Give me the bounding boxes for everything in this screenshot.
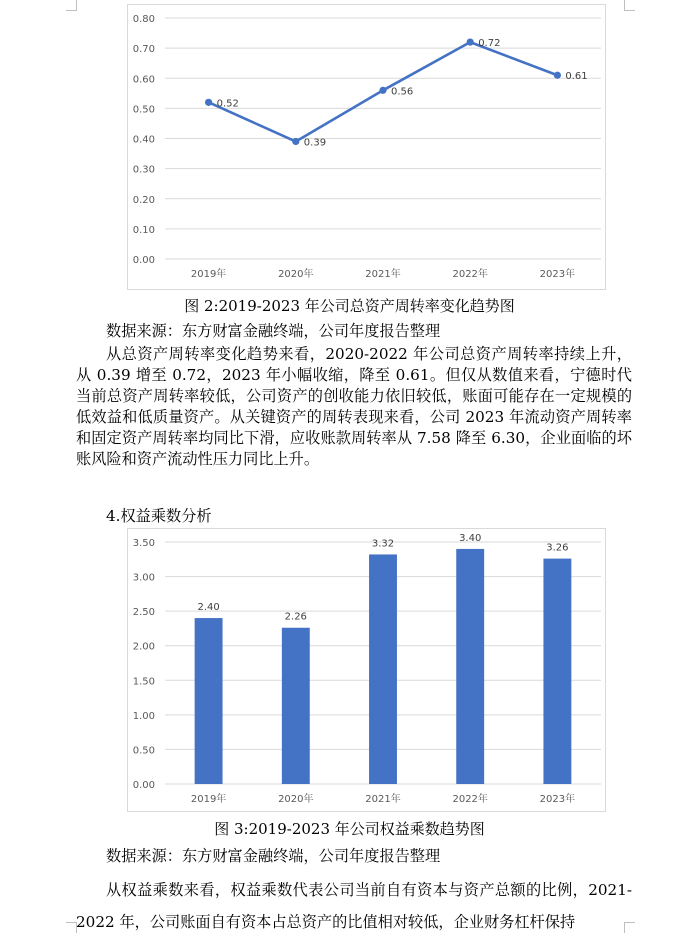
y-tick-label: 0.20 — [132, 194, 155, 206]
y-tick-label: 1.50 — [132, 676, 155, 688]
data-point — [205, 99, 212, 106]
x-tick-label: 2019年 — [190, 269, 227, 280]
data-label: 2.40 — [197, 602, 220, 614]
bar — [369, 554, 397, 784]
equity-multiplier-bar-chart — [127, 528, 606, 812]
y-tick-label: 0.30 — [132, 164, 155, 176]
data-label: 3.26 — [546, 542, 569, 554]
bar — [543, 559, 571, 784]
bar — [282, 628, 310, 784]
y-tick-label: 2.50 — [132, 607, 155, 619]
y-tick-label: 0.60 — [132, 74, 155, 86]
figure3-caption: 图 3:2019-2023 年公司权益乘数趋势图 — [214, 820, 485, 838]
y-tick-label: 0.00 — [132, 780, 155, 791]
x-tick-label: 2023年 — [539, 794, 576, 805]
figure3-source: 数据来源：东方财富金融终端，公司年度报告整理 — [106, 847, 441, 865]
data-label: 3.40 — [459, 532, 482, 544]
x-tick-label: 2022年 — [452, 794, 488, 805]
data-label: 0.72 — [478, 38, 501, 50]
data-label: 3.32 — [371, 538, 395, 550]
data-point — [379, 87, 386, 94]
x-tick-label: 2021年 — [365, 269, 401, 280]
x-tick-label: 2020年 — [278, 269, 314, 280]
data-label: 0.56 — [391, 86, 414, 98]
paragraph-asset-turnover — [76, 344, 632, 470]
paragraph-asset-turnover-text: 从总资产周转率变化趋势来看，2020-2022 年公司总资产周转率持续上升，从 0.39 增至 0.72，2023 年小幅收缩，降至 0.61。但仅从数值来看，宁德时代当前总资产周转率较低，公司资产的创收能力依旧较低，账面可能存在一定规模的低效益和低质量资产。从关键资产的周转表现来看，公司 2023 年流动资产周转率和固定资产周转率均同比下滑，应收账款周转率从 7.58 降至 6.30，企业面临的坏账风险和资产流动性压力同比上升。 — [76, 345, 632, 468]
bar — [456, 549, 484, 784]
x-tick-label: 2021年 — [365, 794, 401, 805]
bar — [195, 618, 223, 784]
y-tick-label: 0.70 — [132, 44, 155, 56]
equity-multiplier-bar-chart-svg — [128, 529, 605, 811]
x-tick-label: 2019年 — [190, 794, 227, 805]
data-label: 0.39 — [303, 137, 327, 149]
y-tick-label: 0.50 — [132, 104, 155, 116]
paragraph-equity-multiplier — [76, 874, 632, 938]
data-label: 2.26 — [284, 611, 307, 623]
data-point — [467, 39, 474, 46]
x-tick-label: 2023年 — [539, 269, 576, 280]
y-tick-label: 0.50 — [132, 745, 155, 757]
crop-mark-top-left — [66, 0, 77, 11]
asset-turnover-line-chart — [127, 4, 606, 290]
figure2-caption: 图 2:2019-2023 年公司总资产周转率变化趋势图 — [184, 297, 515, 315]
data-point — [292, 138, 299, 145]
y-tick-label: 3.00 — [132, 572, 155, 584]
x-tick-label: 2022年 — [452, 269, 488, 280]
y-tick-label: 0.40 — [132, 134, 155, 146]
y-tick-label: 3.50 — [132, 538, 155, 549]
crop-mark-top-right — [624, 0, 635, 11]
data-label: 0.52 — [216, 98, 239, 110]
y-tick-label: 0.10 — [132, 224, 155, 236]
data-point — [554, 72, 561, 79]
data-label: 0.61 — [565, 71, 588, 83]
paragraph-equity-multiplier-text: 从权益乘数来看，权益乘数代表公司当前自有资本与资产总额的比例，2021-2022 年，公司账面自有资本占总资产的比值相对较低，企业财务杠杆保持 — [76, 881, 632, 931]
section-heading: 4.权益乘数分析 — [106, 507, 212, 525]
y-tick-label: 2.00 — [132, 641, 155, 653]
y-tick-label: 1.00 — [132, 710, 155, 722]
asset-turnover-line-chart-svg — [128, 5, 605, 289]
x-tick-label: 2020年 — [278, 794, 314, 805]
y-tick-label: 0.80 — [132, 14, 155, 25]
y-tick-label: 0.00 — [132, 255, 155, 266]
figure2-source: 数据来源：东方财富金融终端，公司年度报告整理 — [106, 322, 441, 340]
